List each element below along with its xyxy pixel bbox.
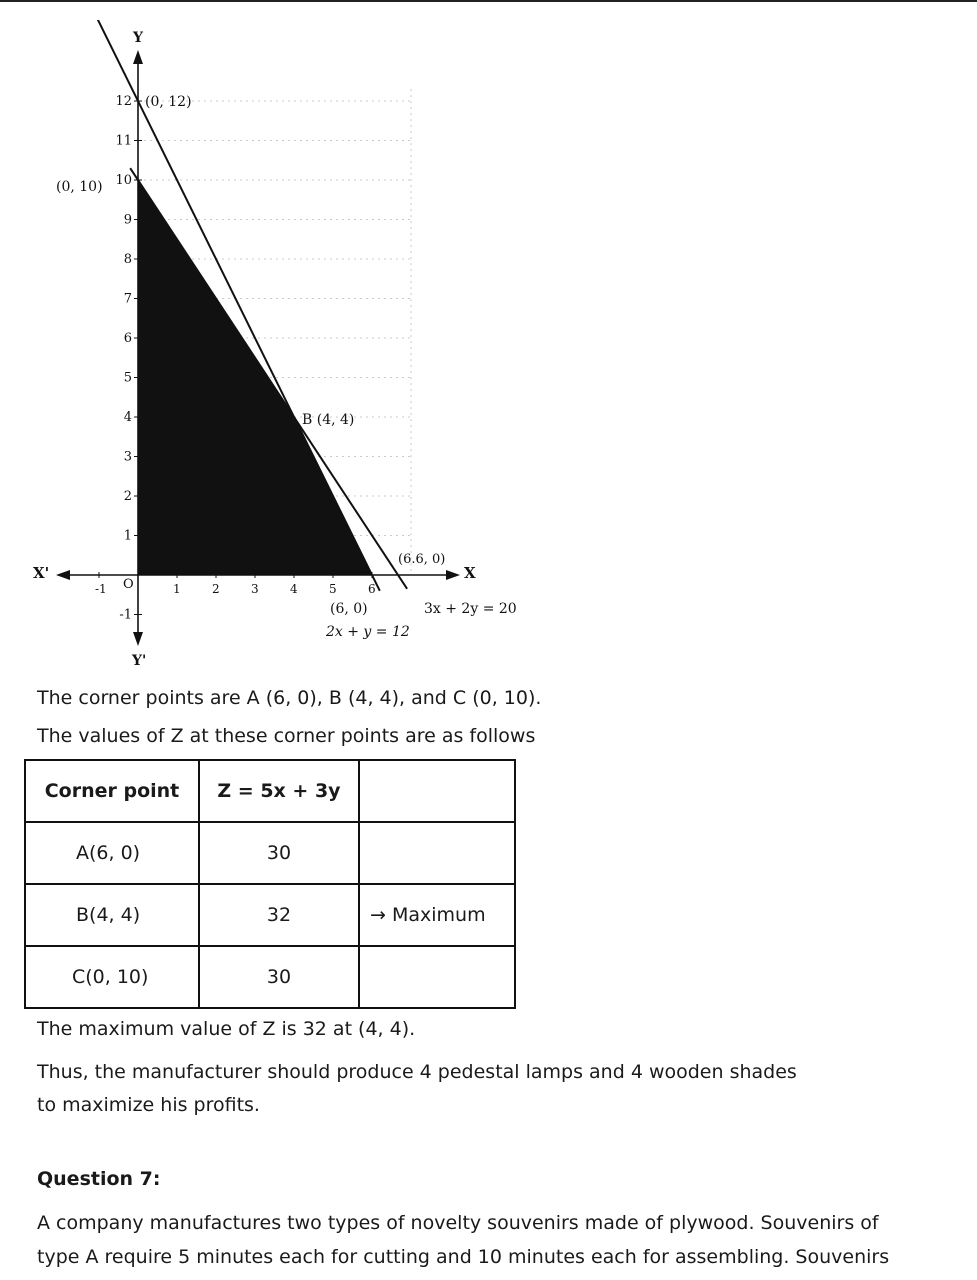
corner-points-text: The corner points are A (6, 0), B (4, 4), and C (0, 10).: [37, 687, 542, 709]
y-neg-axis-label: Y': [132, 653, 147, 669]
x-tick-label: 5: [329, 582, 337, 596]
z-value-cell: 30: [199, 946, 359, 1008]
point-label-0-10: (0, 10): [56, 179, 103, 195]
y-tick-label: 2: [123, 489, 132, 504]
point-label-0-12: (0, 12): [145, 94, 192, 110]
line-label-3x-2y-20: 3x + 2y = 20: [424, 601, 517, 617]
max-value-text: The maximum value of Z is 32 at (4, 4).: [37, 1018, 416, 1040]
y-tick-label: 7: [123, 291, 132, 307]
y-tick-label: 12: [115, 94, 132, 109]
conclusion-line-1: Thus, the manufacturer should produce 4 pedestal lamps and 4 wooden shades: [37, 1061, 797, 1083]
point-label-6-6-0: (6.6, 0): [398, 552, 446, 567]
point-label-6-0: (6, 0): [330, 601, 368, 617]
table-row: [25, 884, 515, 946]
note-cell: [359, 822, 515, 884]
x-neg-axis-label: X': [33, 564, 50, 582]
corner-point-cell: A(6, 0): [25, 822, 199, 884]
x-axis-label: X: [464, 564, 476, 582]
table-row: [25, 822, 515, 884]
x-tick-label: -1: [95, 582, 107, 596]
header-z: Z = 5x + 3y: [199, 760, 359, 822]
x-axis-arrow-left: [56, 570, 70, 580]
y-tick-label: 11: [115, 133, 132, 149]
x-tick-label: 1: [173, 582, 181, 596]
y-tick-label: 8: [123, 252, 132, 267]
corner-point-cell: B(4, 4): [25, 884, 199, 946]
table-row: [25, 946, 515, 1008]
note-cell: → Maximum: [359, 884, 515, 946]
question-line-2: type A require 5 minutes each for cutting and 10 minutes each for assembling. Souvenirs: [37, 1246, 890, 1268]
values-intro-text: The values of Z at these corner points are as follows: [37, 725, 536, 747]
x-tick-label: 3: [251, 582, 259, 596]
header-note: [359, 760, 515, 822]
y-tick-label: 4: [123, 410, 132, 425]
top-rule: [0, 0, 977, 2]
feasible-region-graph: [0, 20, 560, 680]
y-tick-label: 3: [123, 449, 132, 465]
corner-point-table: [24, 759, 516, 1009]
table-header-row: [25, 760, 515, 822]
question-title: Question 7:: [37, 1168, 161, 1190]
z-value-cell: 30: [199, 822, 359, 884]
y-axis-arrow-down: [133, 632, 143, 646]
y-axis-label: Y: [133, 30, 143, 46]
line-label-2x-y-12: 2x + y = 12: [326, 624, 410, 640]
conclusion-line-2: to maximize his profits.: [37, 1094, 260, 1116]
corner-point-cell: C(0, 10): [25, 946, 199, 1008]
x-tick-label: 4: [290, 582, 298, 596]
point-label-b: B (4, 4): [302, 412, 355, 428]
note-cell: [359, 946, 515, 1008]
y-tick-label: 10: [115, 173, 132, 188]
y-axis-arrow-up: [133, 50, 143, 64]
y-tick-label: 1: [123, 528, 132, 544]
y-tick-label: -1: [119, 607, 132, 623]
z-value-cell: 32: [199, 884, 359, 946]
origin-label: O: [123, 577, 134, 592]
x-tick-label: 6: [368, 582, 376, 596]
y-tick-label: 6: [123, 331, 132, 346]
y-tick-label: 5: [123, 370, 132, 386]
y-tick-label: 9: [123, 212, 132, 228]
header-corner-point: Corner point: [25, 760, 199, 822]
x-axis-arrow-right: [446, 570, 460, 580]
x-tick-label: 2: [212, 582, 220, 596]
question-line-1: A company manufactures two types of novelty souvenirs made of plywood. Souvenirs of: [37, 1212, 879, 1234]
